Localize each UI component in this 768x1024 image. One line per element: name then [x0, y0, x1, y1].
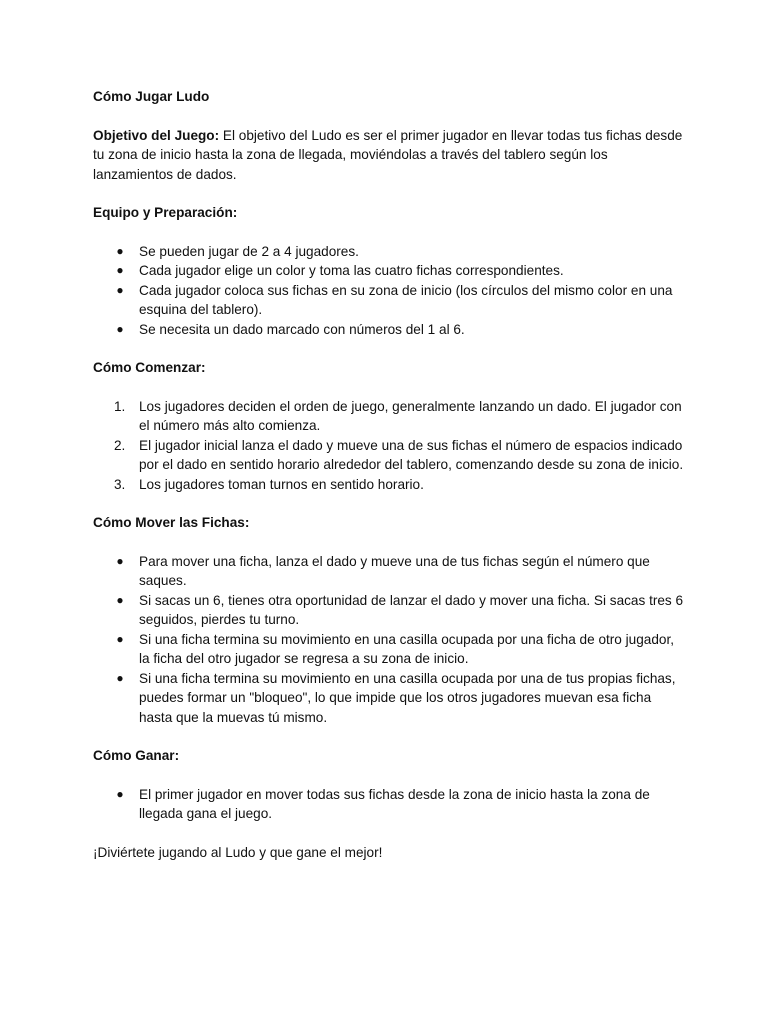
objective-text: El objetivo del Ludo es ser el primer jugador en llevar todas tus fichas desde tu zona de inicio hasta la zona de llegada, moviéndolas a través del tablero según los lanzamientos de dados. — [93, 127, 683, 182]
list-item: ● El primer jugador en mover todas sus fichas desde la zona de inicio hasta la zona de llegada gana el juego. — [116, 786, 650, 821]
bullet-icon: ● — [116, 553, 124, 568]
list-item: ● Si una ficha termina su movimiento en una casilla ocupada por una de tus propias fichas, puedes formar un "bloqueo", lo que impide que los otros jugadores muevan esa ficha hasta que la muevas tú mismo. — [116, 670, 676, 725]
objective-label: Objetivo del Juego: — [93, 127, 220, 143]
move-heading: Cómo Mover las Fichas: — [93, 515, 250, 530]
move-list — [93, 552, 688, 728]
list-item: ● Se pueden jugar de 2 a 4 jugadores. — [93, 242, 688, 262]
bullet-icon: ● — [116, 263, 124, 277]
bullet-icon: ● — [116, 592, 124, 607]
bullet-icon: ● — [116, 631, 124, 646]
bullet-icon: ● — [116, 786, 124, 801]
list-item: ● Si una ficha termina su movimiento en una casilla ocupada por una ficha de otro jugador, la ficha del otro jugador se regresa a su zona de inicio. — [116, 631, 675, 666]
start-list — [93, 397, 688, 495]
list-item: 2. El jugador inicial lanza el dado y mueve una de sus fichas el número de espacios indicado por el dado en sentido horario alrededor del tablero, comenzando desde su zona de inicio. — [114, 437, 684, 472]
list-item: ● Se necesita un dado marcado con números del 1 al 6. — [93, 320, 688, 340]
bullet-icon: ● — [116, 321, 124, 336]
setup-list — [93, 242, 688, 340]
closing-line: ¡Diviértete jugando al Ludo y que gane el mejor! — [93, 844, 383, 860]
list-number: 2. — [114, 437, 126, 453]
list-item: 3. Los jugadores toman turnos en sentido horario. — [93, 475, 688, 495]
list-item: 1. Los jugadores deciden el orden de juego, generalmente lanzando un dado. El jugador con el número más alto comienza. — [114, 398, 682, 433]
list-item: ● Cada jugador elige un color y toma las cuatro fichas correspondientes. — [93, 261, 688, 281]
bullet-icon: ● — [116, 670, 124, 685]
list-item: ● Cada jugador coloca sus fichas en su zona de inicio (los círculos del mismo color en una esquina del tablero). — [116, 282, 673, 317]
bullet-icon: ● — [116, 243, 124, 258]
objective-paragraph — [93, 126, 688, 185]
start-heading: Cómo Comenzar: — [93, 360, 206, 375]
setup-heading: Equipo y Preparación: — [93, 205, 238, 220]
list-item: ● Para mover una ficha, lanza el dado y mueve una de tus fichas según el número que saques. — [116, 553, 650, 588]
list-number: 3. — [114, 476, 126, 492]
win-list — [93, 785, 688, 824]
list-number: 1. — [114, 398, 126, 414]
bullet-icon: ● — [116, 282, 124, 297]
document-title: Cómo Jugar Ludo — [93, 89, 210, 104]
list-item: ● Si sacas un 6, tienes otra oportunidad de lanzar el dado y mover una ficha. Si sacas tres 6 seguidos, pierdes tu turno. — [116, 592, 684, 627]
win-heading: Cómo Ganar: — [93, 748, 180, 763]
